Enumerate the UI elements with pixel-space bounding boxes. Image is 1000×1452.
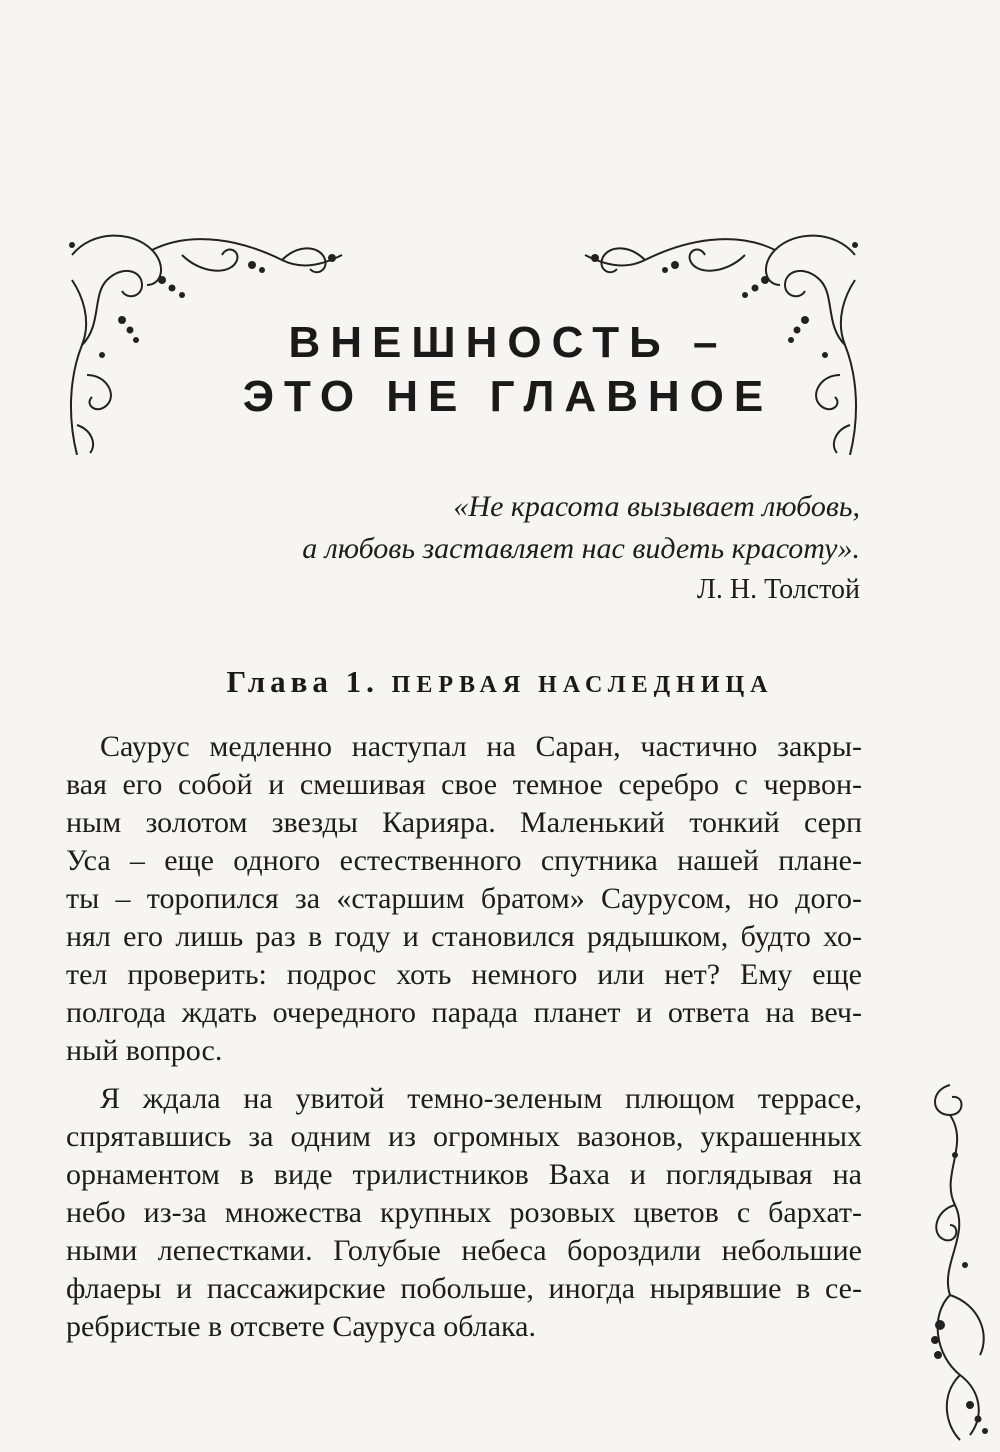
epigraph-line-2: а любовь заставляет нас видеть красоту». [302,532,860,565]
text-line: небо из-за множества крупных розовых цветов с бархат- [66,1196,862,1229]
text-line: флаеры и пассажирские побольше, иногда нырявшие в се- [66,1272,862,1305]
text-line: Я ждала на увитой темно-зеленым плющом террасе, [100,1082,862,1115]
chapter-heading [0,664,1000,700]
chapter-title: ПЕРВАЯ НАСЛЕДНИЦА [391,672,774,698]
vine-flourish-right-icon [910,1075,1000,1452]
text-line: ты – торопился за «старшим братом» Саурусом, но дого- [66,882,862,915]
text-line: Уса – еще одного естественного спутника нашей плане- [66,844,862,877]
text-line: ным золотом звезды Карияра. Маленький тонкий серп [66,806,862,839]
chapter-number: Глава 1. [226,664,379,699]
epigraph-author: Л. Н. Толстой [696,574,860,605]
text-line: спрятавшись за одним из огромных вазонов, украшенных [66,1120,862,1153]
text-line: орнаментом в виде трилистников Ваха и поглядывая на [66,1158,862,1191]
text-line: нял его лишь раз в году и становился рядышком, будто хо- [66,920,862,953]
text-line: Саурус медленно наступал на Саран, частично закры- [100,730,862,763]
text-line: вая его собой и смешивая свое темное серебро с червон- [66,768,862,801]
page-title-line-1: ВНЕШНОСТЬ – [288,318,728,367]
text-line: тел проверить: подрос хоть немного или нет? Ему еще [66,958,862,991]
text-line: полгода ждать очередного парада планет и ответа на веч- [66,996,862,1029]
text-line: ными лепестками. Голубые небеса бороздили небольшие [66,1234,862,1267]
text-line: ный вопрос. [66,1034,223,1067]
page-title-line-2: ЭТО НЕ ГЛАВНОЕ [242,372,774,421]
epigraph-line-1: «Не красота вызывает любовь, [453,490,860,523]
text-line: ребристые в отсвете Сауруса облака. [66,1310,536,1343]
